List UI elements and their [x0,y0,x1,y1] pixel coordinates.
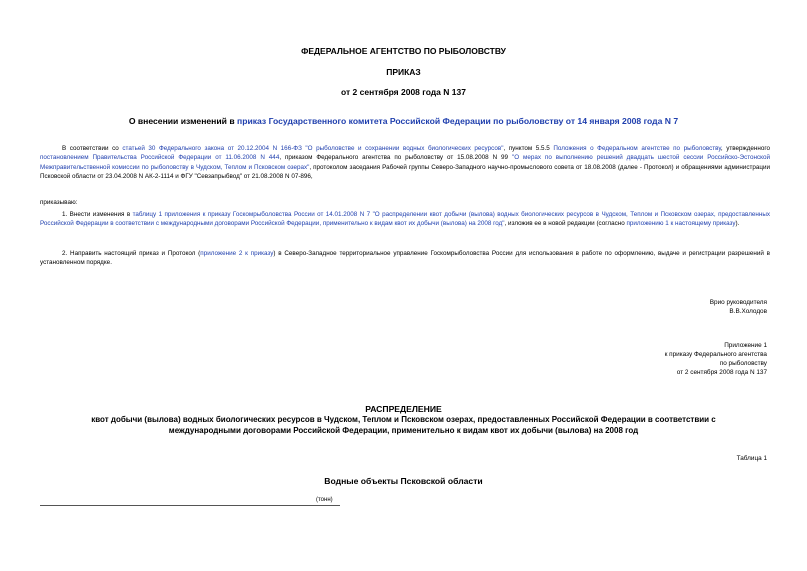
agency-regulation-link[interactable]: Положения о Федеральном агентстве по рыболовству [553,145,721,152]
document-date-number: от 2 сентября 2008 года N 137 [341,87,466,97]
title-prefix: О внесении изменений в [128,116,237,126]
item-1-text-3: ). [735,220,740,228]
appendix-header [665,342,767,378]
document-title [0,116,807,126]
appendix-line-3: по рыболовству [719,359,767,367]
table-1-link[interactable]: таблицу 1 приложения к приказу Госкомрыболовства России от 14.01.2008 N 7 "О распределении квот добычи (вылова) водных биологических ресурсов в Чудском, Теплом и Псковском озерах, предоставленных Российской Федерации в соответствии с международными договорами Российской Федерации, применительно к видам квот их добычи (вылова) на 2008 год" [40,211,770,228]
signature-name: В.В.Холодов [729,307,767,315]
item-1-text-2: , изложив ее в новой редакции (согласно [504,220,627,228]
law-article-link[interactable]: статьей 30 Федерального закона от 20.12.2004 N 166-ФЗ "О рыболовстве и сохранении водных биологических ресурсов" [122,145,504,152]
distribution-subtitle-line-2: международными договорами Российской Федерации, применительно к видам квот их добычи (вылова) на 2008 год [168,426,639,435]
title-link[interactable]: приказ Государственного комитета Российской Федерации по рыболовству от 14 января 2008 года N 7 [237,116,679,126]
item-2-paragraph [40,249,770,268]
table-label: Таблица 1 [736,455,767,462]
appendix-2-link[interactable]: приложение 2 к приказу [200,250,274,257]
item-2-text-1: 2. Направить настоящий приказ и Протокол ( [62,250,201,257]
units-label: (тонн) [316,497,333,503]
preamble-text-4: , приказом Федерального агентства по рыболовству от 15.08.2008 N 99 [279,154,512,162]
signature-block [710,299,767,317]
appendix-line-4: от 2 сентября 2008 года N 137 [676,368,767,376]
distribution-subtitle-line-1: квот добычи (вылова) водных биологических ресурсов в Чудском, Теплом и Псковском озерах, предоставленных Российской Федерации в соответствии с [91,415,716,424]
section-title: Водные объекты Псковской области [324,476,483,486]
table-top-rule [40,505,340,506]
appendix-1-link[interactable]: приложению 1 к настоящему приказу [626,220,736,228]
distribution-heading: РАСПРЕДЕЛЕНИЕ [365,404,442,414]
appendix-line-1: Приложение 1 [724,342,767,349]
item-1-paragraph [40,210,770,229]
order-word: приказываю: [40,199,78,206]
preamble-text-2: , пунктом 5.5.5 [503,145,554,152]
government-decree-link[interactable]: постановлением Правительства Российской Федерации от 11.06.2008 N 444 [40,154,280,162]
preamble-text-1: В соответствии со [62,145,123,152]
agency-name: ФЕДЕРАЛЬНОЕ АГЕНТСТВО ПО РЫБОЛОВСТВУ [301,46,506,56]
order-99-link[interactable]: "О мерах по выполнению решений двадцать шестой сессии Российско-Эстонской Межправительственной комиссии по рыболовству в Чудском, Теплом и Псковском озерах" [40,154,771,171]
document-type: ПРИКАЗ [386,67,421,77]
item-2-text-2: ) в Северо-Западное территориальное управление Госкомрыболовства России для использования в работе по оформлению, выдаче и регистрации разрешений в установленном порядке. [40,250,770,267]
preamble-paragraph [40,144,770,181]
item-1-text-1: 1. Внести изменения в [62,211,133,218]
appendix-line-2: к приказу Федерального агентства [664,350,767,358]
preamble-text-5: , протоколом заседания Рабочей группы Северо-Западного научно-промыслового совета от 18.08.2008 (далее - Протокол) и обращениями администрации Псковской области от 23.04.2008 N АК-2-1114 и ФГУ "Севзапрыбвод" от 21.08.2008 N 07-896, [40,163,771,180]
preamble-text-3: , утвержденного [720,145,771,152]
signature-role: Врио руководителя [709,299,767,306]
